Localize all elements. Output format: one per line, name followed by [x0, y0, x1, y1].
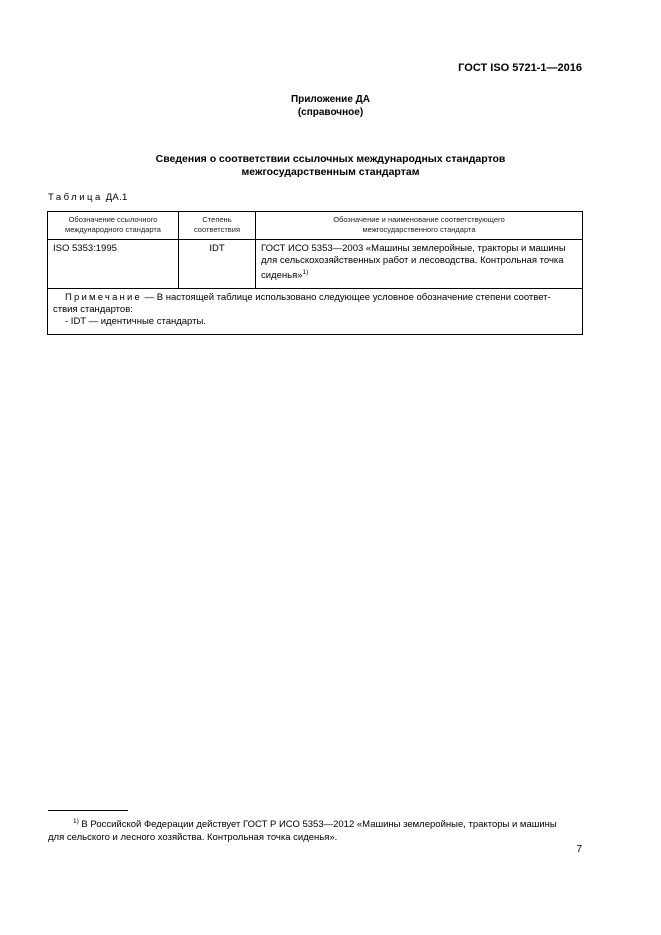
- footnote-line1: [48, 815, 584, 831]
- cell-interstate-line3: [261, 267, 577, 282]
- table-caption-number: ДА.1: [105, 192, 128, 203]
- footnote-line2: для сельского и лесного хозяйства. Контрольная точка сиденья».: [48, 832, 338, 844]
- document-code: ГОСТ ISO 5721-1—2016: [458, 62, 582, 74]
- footnote: [48, 815, 584, 844]
- cell-interstate-standard: [256, 240, 583, 289]
- section-title-line1: Сведения о соответствии ссылочных международных стандартов: [155, 153, 506, 165]
- section-title-line2: межгосударственным стандартам: [241, 166, 420, 178]
- note-head: Примечание: [65, 292, 142, 304]
- section-title: [0, 153, 661, 179]
- note-line3: - IDT — идентичные стандарты.: [65, 316, 206, 328]
- table-note: [48, 289, 583, 335]
- table-note-row: [48, 289, 583, 335]
- footnote-line1-text: В Российской Федерации действует ГОСТ Р ИСО 5353—2012 «Машины землеройные, тракторы и машины: [78, 819, 557, 831]
- cell-interstate-line3-text: сиденья»: [261, 270, 303, 282]
- cell-degree: IDT: [179, 240, 256, 289]
- header-interstate-standard: [256, 212, 583, 240]
- header-degree-line1: Степень: [202, 215, 232, 224]
- footnote-divider: [48, 810, 128, 811]
- correspondence-table: [47, 211, 583, 335]
- annex-title: Приложение ДА: [290, 94, 371, 105]
- table-header-row: [48, 212, 583, 240]
- note-line1: [53, 292, 577, 304]
- header-degree-line2: соответствия: [193, 225, 241, 234]
- footnote-reference[interactable]: 1): [302, 269, 309, 276]
- table-caption-word: Таблица: [48, 192, 103, 203]
- header-interstate-line1: Обозначение и наименование соответствующего: [333, 215, 505, 224]
- footnote-mark: 1): [73, 818, 79, 825]
- page-number: 7: [576, 844, 582, 855]
- annex-heading: [0, 93, 661, 119]
- cell-interstate-line2: для сельскохозяйственных работ и лесоводства. Контрольная точка: [261, 255, 564, 266]
- header-ref-standard: [48, 212, 179, 240]
- table-row: [48, 240, 583, 289]
- header-interstate-line2: межгосударственного стандарта: [362, 225, 476, 234]
- header-degree: [179, 212, 256, 240]
- table-caption: [48, 192, 128, 203]
- annex-subtitle: (справочное): [297, 107, 364, 118]
- header-ref-standard-line2: международного стандарта: [65, 225, 161, 234]
- cell-interstate-line1: ГОСТ ИСО 5353—2003 «Машины землеройные, тракторы и машины: [261, 243, 566, 254]
- header-ref-standard-line1: Обозначение ссылочного: [68, 215, 158, 224]
- note-line2: ствия стандартов:: [53, 304, 133, 316]
- cell-ref-standard: ISO 5353:1995: [48, 240, 179, 289]
- note-line1-text: — В настоящей таблице использовано следующее условное обозначение степени соответ-: [142, 292, 551, 304]
